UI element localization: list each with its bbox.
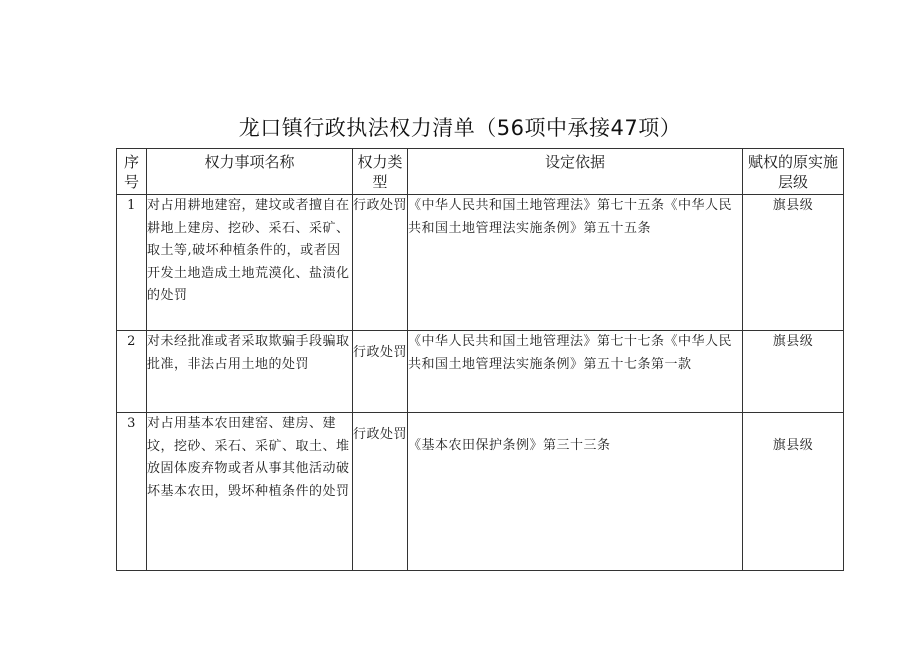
header-type-line2: 型: [372, 173, 388, 191]
header-level: [743, 149, 844, 195]
header-seq: [117, 149, 147, 195]
row-power-name: 对未经批准或者采取欺骗手段骗取批准，非法占用土地的处罚: [147, 331, 353, 413]
row-legal-basis: 《基本农田保护条例》第三十三条: [408, 413, 743, 571]
table-header-row: [117, 149, 844, 195]
header-level-line1: 赋权的原实施: [747, 153, 838, 171]
row-seq: 1: [117, 195, 147, 331]
row-power-type: 行政处罚: [353, 331, 408, 413]
header-seq-line1: 序: [123, 153, 139, 171]
header-type: [353, 149, 408, 195]
power-list-table: [116, 148, 844, 571]
document-title: 龙口镇行政执法权力清单（56项中承接47项）: [238, 116, 682, 140]
row-power-type: 行政处罚: [353, 195, 408, 331]
row-power-type: 行政处罚: [353, 413, 408, 571]
row-seq: 2: [117, 331, 147, 413]
row-legal-basis: 《中华人民共和国土地管理法》第七十七条《中华人民共和国土地管理法实施条例》第五十七条第一款: [408, 331, 743, 413]
row-seq: 3: [117, 413, 147, 571]
table-row: [117, 195, 844, 331]
header-seq-line2: 号: [123, 173, 139, 191]
header-name: 权力事项名称: [147, 149, 353, 195]
table-row: [117, 413, 844, 571]
row-power-name: 对占用耕地建窑，建坟或者擅自在耕地上建房、挖砂、采石、采矿、取土等,破坏种植条件的，或者因开发土地造成土地荒漠化、盐渍化的处罚: [147, 195, 353, 331]
row-power-name: 对占用基本农田建窑、建房、建坟，挖砂、采石、采矿、取土、堆放固体废弃物或者从事其他活动破坏基本农田，毁坏种植条件的处罚: [147, 413, 353, 571]
table-row: [117, 331, 844, 413]
header-level-line2: 层级: [777, 173, 808, 191]
row-level: 旗县级: [743, 413, 844, 571]
header-basis: 设定依据: [408, 149, 743, 195]
row-level: 旗县级: [743, 331, 844, 413]
row-legal-basis: 《中华人民共和国土地管理法》第七十五条《中华人民共和国土地管理法实施条例》第五十五条: [408, 195, 743, 331]
row-level: 旗县级: [743, 195, 844, 331]
header-type-line1: 权力类: [357, 153, 403, 171]
